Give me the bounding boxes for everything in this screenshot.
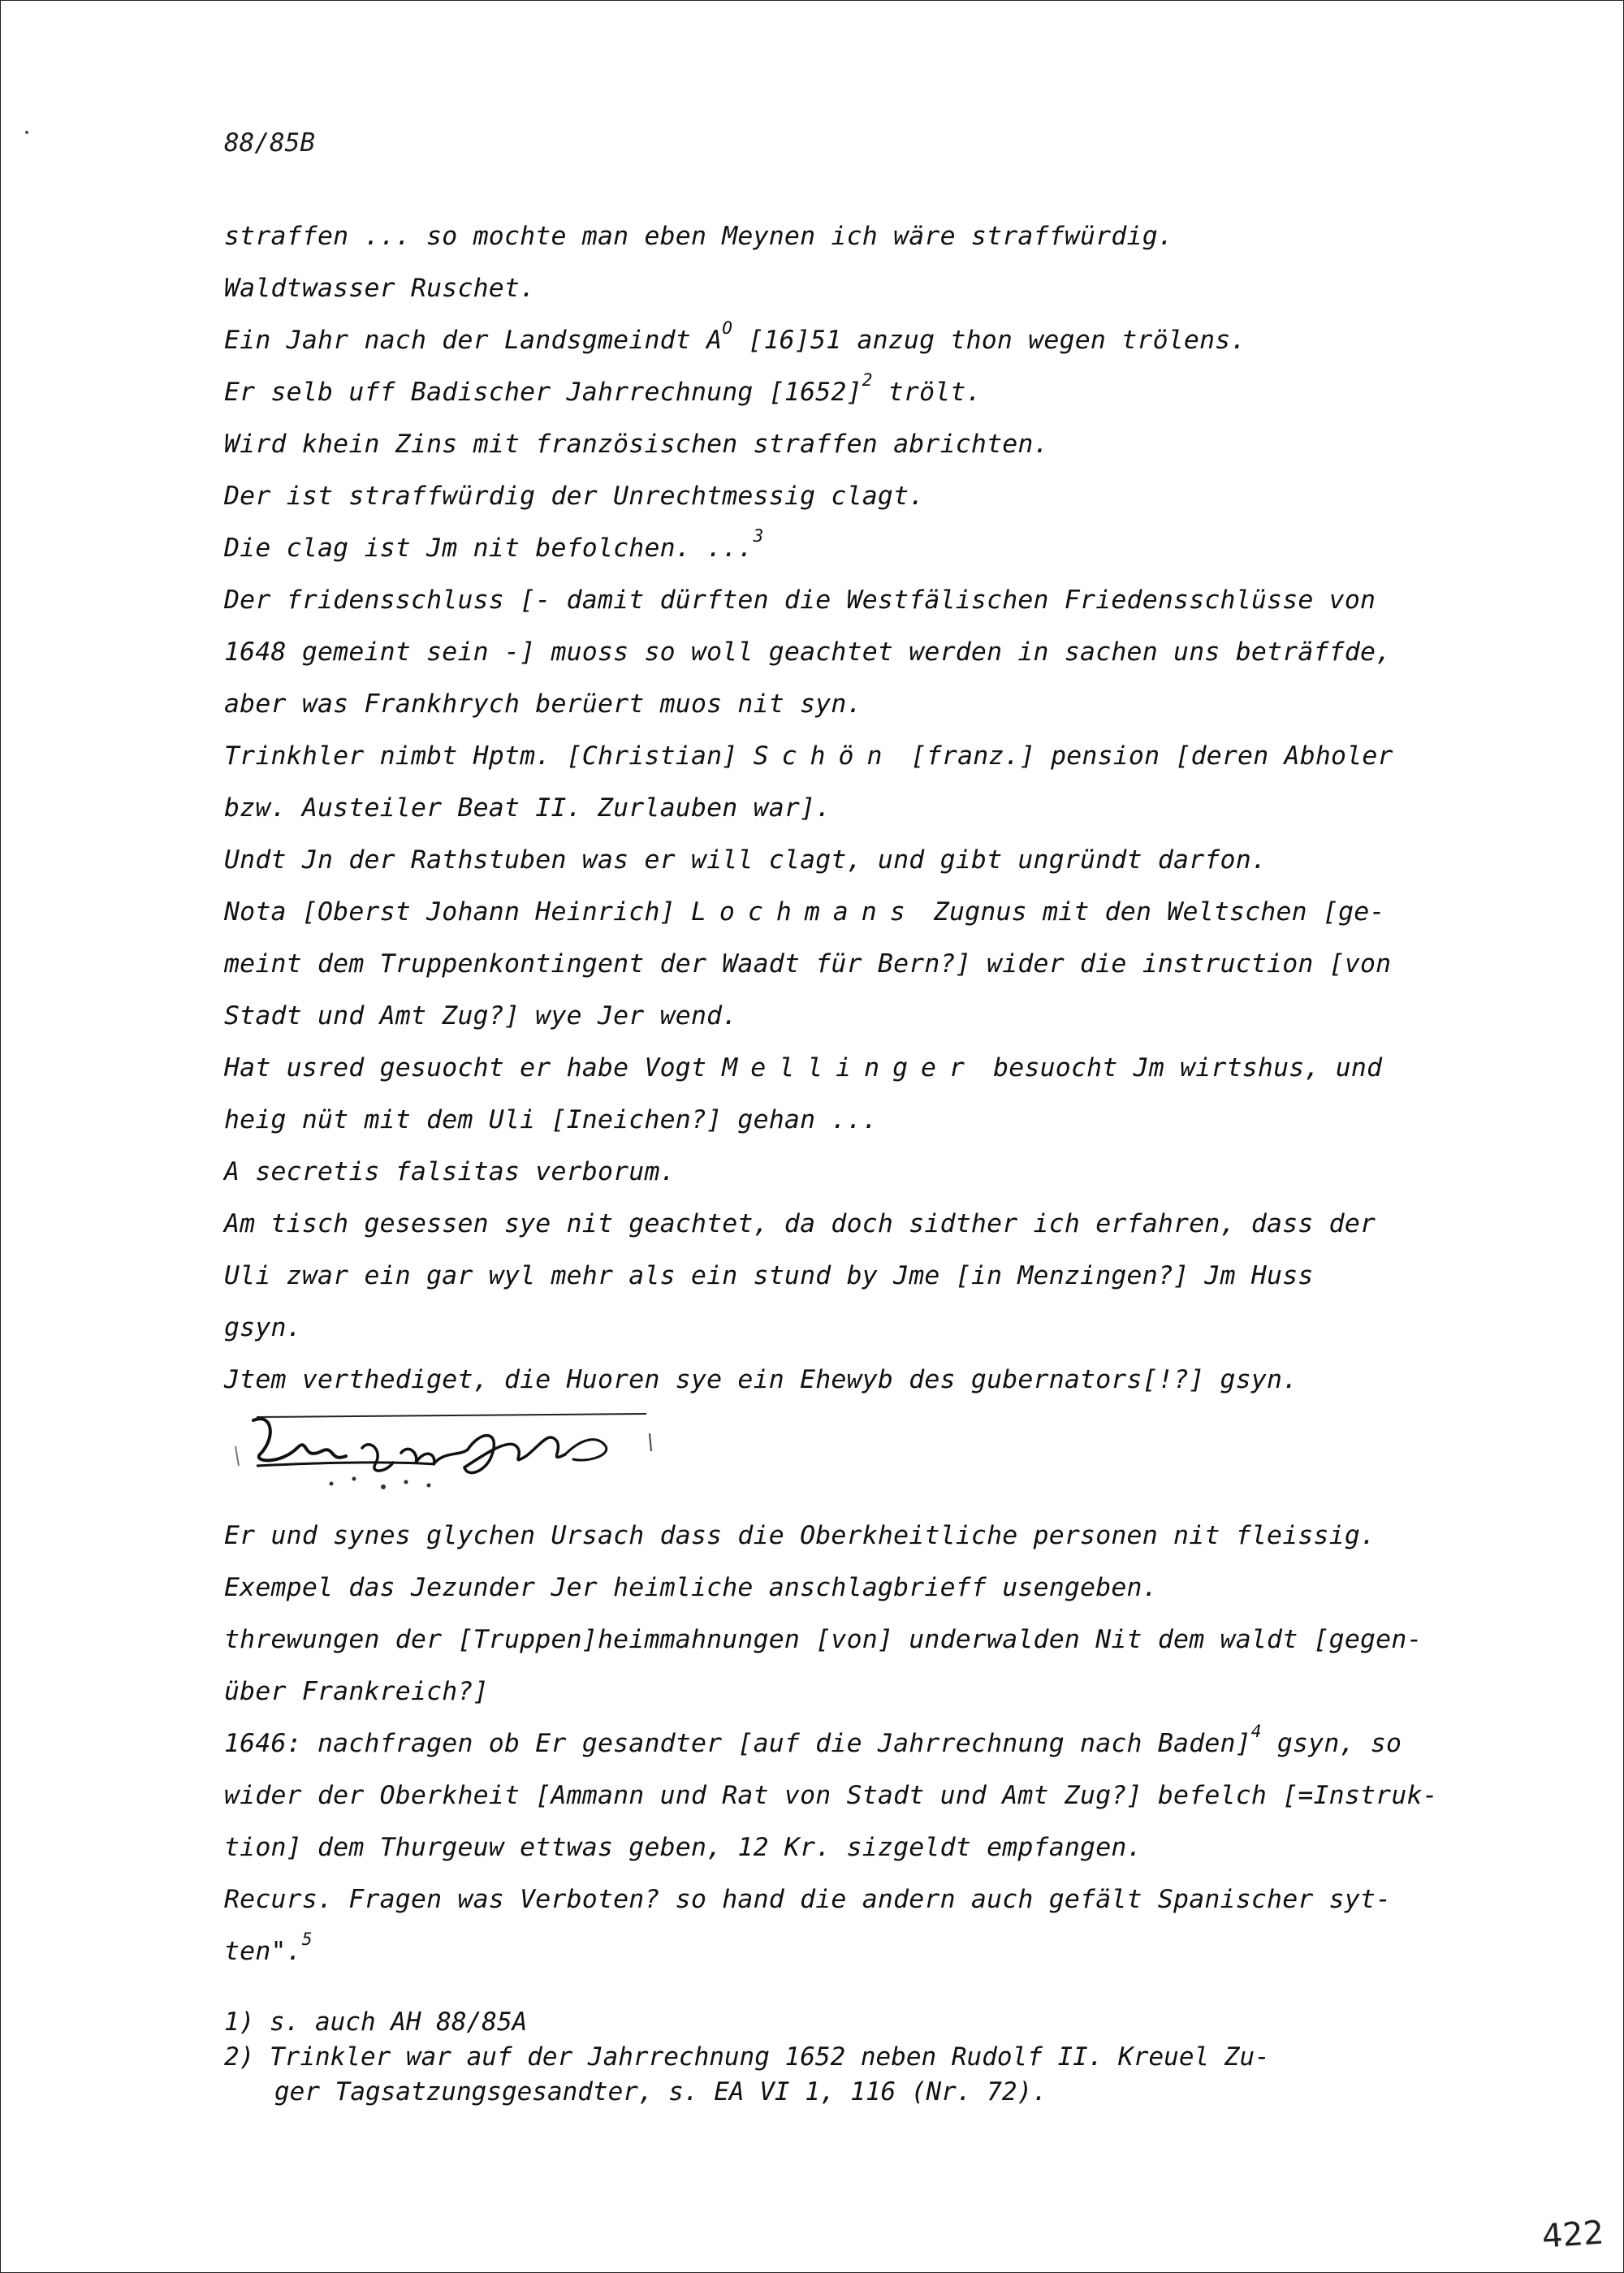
- text-line: über Frankreich?]: [224, 1677, 489, 1706]
- text-line: 1646: nachfragen ob Er gesandter [auf die Jahrrechnung nach Baden]$^4$ gsyn, so: [224, 1722, 1402, 1758]
- text-line: bzw. Austeiler Beat II. Zurlauben war].: [224, 793, 831, 823]
- handwritten-signature: [224, 1406, 1507, 1510]
- page-number: 422: [1540, 2214, 1605, 2256]
- text-line: Am tisch gesessen sye nit geachtet, da doch sidther ich erfahren, dass der: [224, 1209, 1376, 1238]
- text-line: Die clag ist Jm nit befolchen. ...$^3$: [224, 526, 764, 563]
- text-line: 1648 gemeint sein -] muoss so woll geachtet werden in sachen uns beträffde,: [224, 637, 1392, 667]
- text-line: wider der Oberkheit [Ammann und Rat von Stadt und Amt Zug?] befelch [=Instruk-: [224, 1781, 1438, 1810]
- scan-speck: [25, 131, 28, 134]
- text-line: Recurs. Fragen was Verboten? so hand die andern auch gefält Spanischer syt-: [224, 1885, 1392, 1914]
- document-header-id: 88/85B: [224, 128, 315, 158]
- footnote-ref: 2: [862, 370, 873, 390]
- text-line: straffen ... so mochte man eben Meynen ich wäre straffwürdig.: [224, 222, 1174, 251]
- footnote-ref: 4: [1250, 1722, 1262, 1741]
- text-line: Hat usred gesuocht er habe Vogt Mellinger besuocht Jm wirtshus, und: [224, 1053, 1383, 1082]
- spaced-name: Schön: [753, 741, 896, 771]
- text-line: gsyn.: [224, 1313, 302, 1342]
- footnote-item: 1) s. auch AH 88/85A: [224, 2007, 528, 2037]
- signature-drawing: [224, 1406, 679, 1510]
- transcription-body: [224, 210, 1507, 1977]
- text-line: Der ist straffwürdig der Unrechtmessig clagt.: [224, 482, 925, 511]
- text-line: Er selb uff Badischer Jahrrechnung $[1652]^2$ trölt.: [224, 370, 982, 407]
- footnote-ref: 3: [753, 526, 764, 546]
- footnote-item: 2) Trinkler war auf der Jahrrechnung 1652 neben Rudolf II. Kreuel Zu-: [224, 2042, 1270, 2072]
- footnote-ref: 5: [301, 1929, 313, 1949]
- superscript: O: [722, 318, 733, 338]
- text-line: Uli zwar ein gar wyl mehr als ein stund by Jme [in Menzingen?] Jm Huss: [224, 1261, 1314, 1290]
- text-line: aber was Frankhrych berüert muos nit syn.: [224, 689, 862, 719]
- text-line: Jtem verthediget, die Huoren sye ein Ehewyb des gubernators[!?] gsyn.: [224, 1365, 1298, 1394]
- text-line: Waldtwasser Ruschet.: [224, 274, 536, 303]
- spaced-name: Rudolf II. Kreuel: [951, 2042, 1210, 2072]
- text-line: Wird khein Zins mit französischen straffen abrichten.: [224, 430, 1049, 459]
- text-line: Er und synes glychen Ursach dass die Oberkheitliche personen nit fleissig.: [224, 1521, 1376, 1550]
- text-line: Der fridensschluss [- damit dürften die Westfälischen Friedensschlüsse von: [224, 586, 1376, 615]
- text-line: Exempel das Jezunder Jer heimliche anschlagbrieff usengeben.: [224, 1573, 1158, 1602]
- text-line: meint dem Truppenkontingent der Waadt für Bern?] wider die instruction [von: [224, 949, 1392, 979]
- text-line: Stadt und Amt Zug?] wye Jer wend.: [224, 1001, 738, 1031]
- text-line: tion] dem Thurgeuw ettwas geben, 12 Kr. sizgeldt empfangen.: [224, 1833, 1142, 1862]
- text-line: Ein Jahr nach der Landsgmeindt $A^O$ [16]51 anzug thon wegen trölens.: [224, 318, 1246, 355]
- footnotes: [224, 2005, 1523, 2110]
- text-line: ten".$^5$: [224, 1929, 313, 1966]
- text-line: Nota [Oberst Johann Heinrich] Lochmans Zugnus mit den Weltschen [ge-: [224, 897, 1385, 927]
- text-line: heig nüt mit dem Uli [Ineichen?] gehan ...: [224, 1105, 878, 1134]
- text-line: threwungen der [Truppen]heimmahnungen [von] underwalden Nit dem waldt [gegen-: [224, 1625, 1423, 1654]
- text-line: A secretis falsitas verborum.: [224, 1157, 676, 1186]
- footnote-continuation: ger Tagsatzungsgesandter, s. EA VI 1, 116 (Nr. 72).: [274, 2077, 1047, 2107]
- spaced-name: Mellinger: [722, 1053, 978, 1082]
- spaced-name: Lochmans: [690, 897, 918, 927]
- text-line: Undt Jn der Rathstuben was er will clagt, und gibt ungründt darfon.: [224, 845, 1268, 875]
- text-line: Trinkhler nimbt Hptm. [Christian] Schön [franz.] pension [deren Abholer: [224, 741, 1393, 771]
